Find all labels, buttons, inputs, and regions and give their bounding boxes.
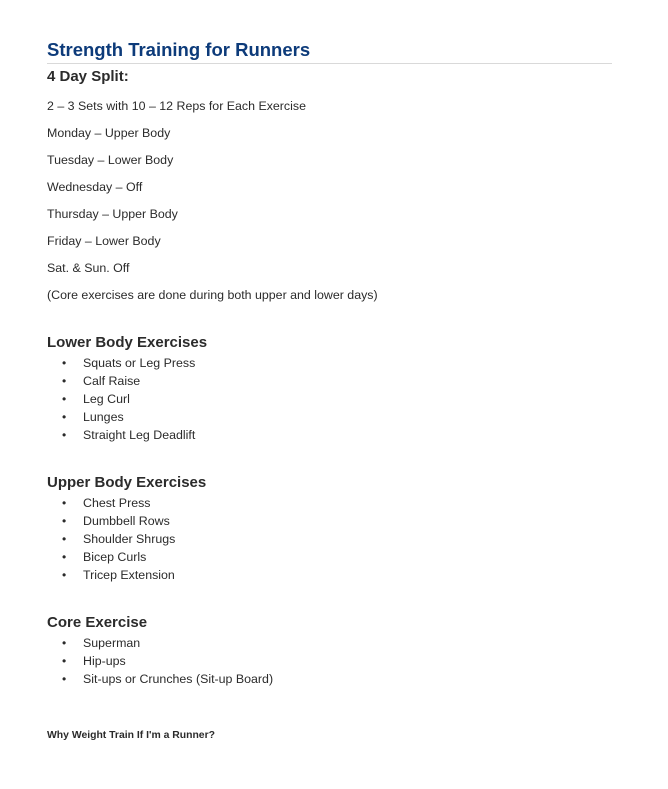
schedule-tuesday: Tuesday – Lower Body: [47, 153, 174, 167]
list-item-label: Calf Raise: [83, 374, 141, 388]
schedule-friday: Friday – Lower Body: [47, 234, 161, 248]
list-item-label: Chest Press: [83, 496, 151, 510]
list-item-label: Leg Curl: [83, 392, 130, 406]
list-item-label: Lunges: [83, 410, 124, 424]
upper-body-heading: Upper Body Exercises: [47, 474, 207, 491]
bullet-icon: •: [62, 496, 67, 510]
sets-reps-line: 2 – 3 Sets with 10 – 12 Reps for Each Exercise: [47, 99, 306, 113]
bullet-icon: •: [62, 428, 67, 442]
schedule-monday: Monday – Upper Body: [47, 126, 171, 140]
core-note: (Core exercises are done during both upper and lower days): [47, 288, 378, 302]
bullet-icon: •: [62, 356, 67, 370]
bullet-icon: •: [62, 410, 67, 424]
bullet-icon: •: [62, 532, 67, 546]
bullet-icon: •: [62, 550, 67, 564]
list-item-label: Bicep Curls: [83, 550, 147, 564]
list-item-label: Squats or Leg Press: [83, 356, 196, 370]
bullet-icon: •: [62, 636, 67, 650]
bullet-icon: •: [62, 514, 67, 528]
schedule-thursday: Thursday – Upper Body: [47, 207, 178, 221]
split-subtitle: 4 Day Split:: [47, 68, 129, 85]
list-item-label: Superman: [83, 636, 141, 650]
bullet-icon: •: [62, 568, 67, 582]
bullet-icon: •: [62, 654, 67, 668]
schedule-wednesday: Wednesday – Off: [47, 180, 143, 194]
list-item-label: Dumbbell Rows: [83, 514, 170, 528]
bullet-icon: •: [62, 392, 67, 406]
core-heading: Core Exercise: [47, 614, 148, 631]
list-item-label: Shoulder Shrugs: [83, 532, 176, 546]
bullet-icon: •: [62, 374, 67, 388]
bullet-icon: •: [62, 672, 67, 686]
why-weight-train-heading: Why Weight Train If I'm a Runner?: [47, 730, 215, 741]
list-item-label: Sit-ups or Crunches (Sit-up Board): [83, 672, 274, 686]
list-item-label: Tricep Extension: [83, 568, 175, 582]
list-item-label: Hip-ups: [83, 654, 126, 668]
page-title: Strength Training for Runners: [47, 38, 612, 64]
schedule-weekend: Sat. & Sun. Off: [47, 261, 130, 275]
list-item-label: Straight Leg Deadlift: [83, 428, 196, 442]
lower-body-heading: Lower Body Exercises: [47, 334, 208, 351]
